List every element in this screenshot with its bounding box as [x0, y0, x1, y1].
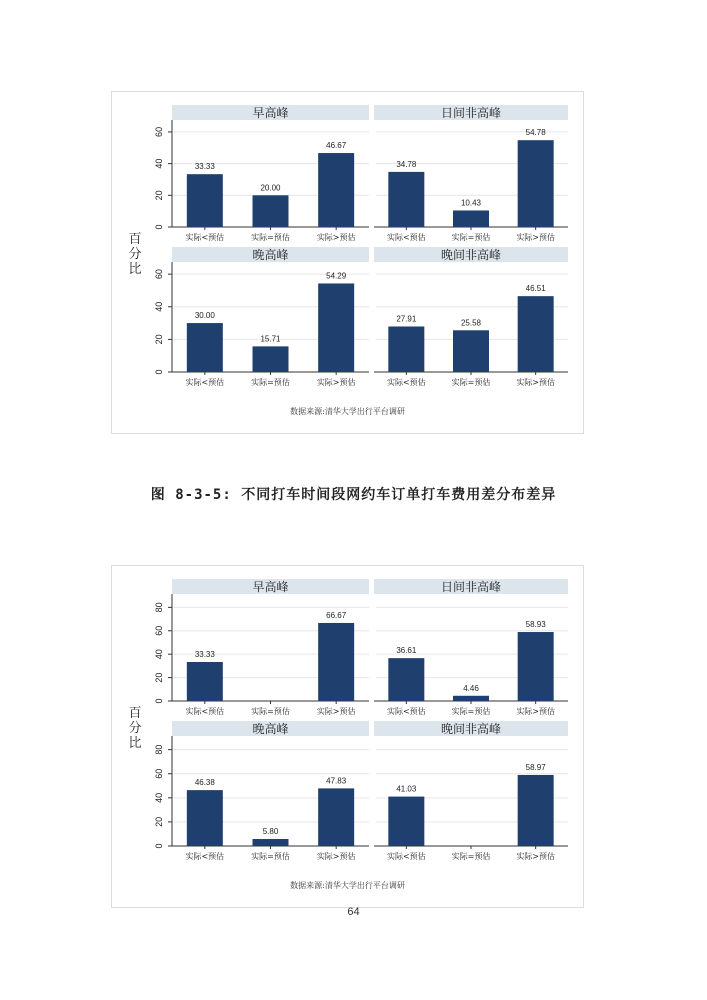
x-tick-label: 实际<预估: [386, 378, 426, 387]
bar-value-label: 15.71: [260, 334, 281, 344]
y-tick-label: 60: [154, 768, 164, 779]
y-axis-label: 百分比: [128, 232, 142, 277]
bar-value-label: 54.29: [326, 271, 347, 281]
panel-title: 晚高峰: [252, 722, 289, 736]
data-source-note: 数据来源:清华大学出行平台调研: [290, 407, 405, 416]
bar-value-label: 34.78: [396, 159, 417, 169]
x-tick-label: 实际<预估: [185, 378, 225, 387]
x-tick-label: 实际=预估: [251, 233, 290, 242]
y-tick-label: 20: [154, 672, 164, 683]
x-tick-label: 实际>预估: [516, 378, 556, 387]
x-tick-label: 实际=预估: [451, 852, 491, 861]
x-tick-label: 实际>预估: [316, 233, 356, 242]
bar: [187, 790, 223, 846]
y-tick-label: 0: [154, 698, 164, 704]
y-tick-label: 60: [154, 126, 164, 137]
y-tick-label: 20: [154, 190, 164, 201]
bar-value-label: 33.33: [194, 162, 215, 172]
x-tick-label: 实际<预估: [386, 852, 426, 861]
bar-value-label: 33.33: [194, 649, 215, 659]
y-tick-label: 0: [154, 369, 164, 375]
panel-title: 晚高峰: [252, 248, 289, 262]
panel-title: 日间非高峰: [440, 106, 502, 120]
x-tick-label: 实际>预估: [316, 707, 356, 716]
page-number: 64: [347, 906, 360, 918]
x-tick-label: 实际>预估: [316, 378, 356, 387]
bar: [518, 140, 554, 227]
x-tick-label: 实际=预估: [251, 852, 290, 861]
y-tick-label: 20: [154, 816, 164, 827]
bar: [453, 210, 489, 227]
bar-value-label: 41.03: [396, 784, 417, 794]
panel-title: 日间非高峰: [440, 580, 502, 594]
bar: [318, 623, 354, 701]
figure-top: [111, 91, 584, 434]
panel-1: [374, 579, 568, 716]
bar: [253, 195, 289, 227]
panel-title: 晚间非高峰: [440, 248, 502, 262]
bar: [453, 696, 489, 701]
bar-value-label: 4.46: [463, 683, 479, 693]
y-tick-label: 40: [154, 792, 164, 803]
y-axis-label: 百分比: [128, 706, 142, 751]
y-tick-label: 40: [154, 301, 164, 312]
panel-title: 晚间非高峰: [440, 722, 502, 736]
bar-value-label: 46.38: [194, 778, 215, 788]
x-tick-label: 实际=预估: [451, 233, 491, 242]
x-tick-label: 实际=预估: [251, 707, 290, 716]
bar-value-label: 5.80: [262, 827, 279, 837]
bar-value-label: 27.91: [396, 314, 417, 324]
x-tick-label: 实际<预估: [185, 852, 225, 861]
panel-title: 早高峰: [252, 106, 289, 120]
bar: [253, 839, 289, 846]
bar-value-label: 54.78: [525, 128, 546, 138]
bar: [318, 283, 354, 372]
panel-1: [374, 105, 568, 242]
panel-0: [154, 579, 369, 716]
bar-value-label: 66.67: [326, 610, 347, 620]
bar: [453, 330, 489, 372]
bar-value-label: 47.83: [326, 776, 347, 786]
x-tick-label: 实际=预估: [451, 378, 491, 387]
y-tick-label: 60: [154, 625, 164, 636]
bar-value-label: 10.43: [460, 198, 482, 208]
figure-bottom: [111, 565, 584, 908]
x-tick-label: 实际=预估: [251, 378, 290, 387]
bar: [518, 632, 554, 701]
y-tick-label: 40: [154, 158, 164, 169]
bar-value-label: 20.00: [260, 183, 281, 193]
bar: [388, 658, 424, 701]
bar: [318, 788, 354, 846]
x-tick-label: 实际>预估: [316, 852, 356, 861]
panel-2: [154, 247, 369, 387]
x-tick-label: 实际>预估: [516, 233, 556, 242]
bar: [187, 174, 223, 227]
bar: [518, 775, 554, 846]
bar: [318, 153, 354, 227]
x-tick-label: 实际<预估: [185, 233, 225, 242]
panel-title: 早高峰: [252, 580, 289, 594]
panel-3: [374, 247, 568, 387]
panel-2: [154, 721, 369, 861]
figure-caption: 图 8-3-5: 不同打车时间段网约车订单打车费用差分布差异: [150, 487, 557, 503]
bar-value-label: 30.00: [194, 311, 215, 321]
panel-3: [374, 721, 568, 861]
bar-value-label: 46.67: [326, 141, 347, 151]
chart-figure-bottom: [112, 566, 583, 907]
y-tick-label: 60: [154, 269, 164, 280]
bar: [388, 172, 424, 227]
bar-value-label: 58.93: [525, 620, 546, 630]
y-tick-label: 0: [154, 224, 164, 230]
y-tick-label: 80: [154, 602, 164, 613]
x-tick-label: 实际>预估: [516, 707, 556, 716]
chart-figure-top: [112, 92, 583, 433]
x-tick-label: 实际>预估: [516, 852, 556, 861]
bar: [253, 346, 289, 372]
y-tick-label: 20: [154, 334, 164, 345]
x-tick-label: 实际=预估: [451, 707, 491, 716]
x-tick-label: 实际<预估: [386, 707, 426, 716]
x-tick-label: 实际<预估: [185, 707, 225, 716]
bar: [518, 296, 554, 372]
bar-value-label: 46.51: [525, 284, 546, 294]
bar: [388, 797, 424, 846]
x-tick-label: 实际<预估: [386, 233, 426, 242]
bar-value-label: 36.61: [396, 646, 417, 656]
y-tick-label: 80: [154, 744, 164, 755]
y-tick-label: 0: [154, 843, 164, 849]
bar: [187, 323, 223, 372]
data-source-note: 数据来源:清华大学出行平台调研: [290, 881, 405, 890]
bar: [187, 662, 223, 701]
bar-value-label: 25.58: [460, 318, 482, 328]
bar-value-label: 58.97: [525, 762, 546, 772]
bar: [388, 326, 424, 372]
panel-0: [154, 105, 369, 242]
y-tick-label: 40: [154, 649, 164, 660]
